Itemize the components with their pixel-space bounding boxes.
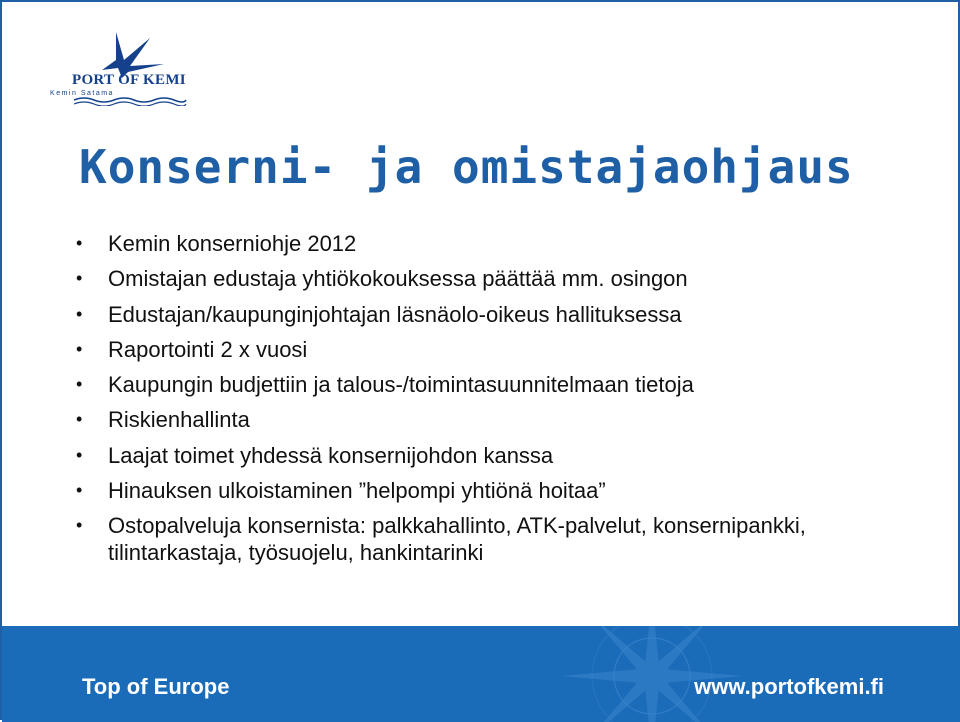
bullet-text: Raportointi 2 x vuosi <box>108 336 308 362</box>
bullet-item <box>76 473 916 508</box>
bullet-item <box>76 367 916 402</box>
bullet-text: Edustajan/kaupunginjohtajan läsnäolo-oikeus hallituksessa <box>108 301 682 327</box>
bullet-item <box>76 261 916 296</box>
logo-name: PORT OF KEMI <box>72 72 186 88</box>
bullet-icon: • <box>76 444 83 465</box>
bullet-icon: • <box>76 515 83 536</box>
footer-bar <box>2 626 960 722</box>
bullet-icon: • <box>76 374 83 395</box>
bullet-item <box>76 297 916 332</box>
bullet-icon: • <box>76 233 83 253</box>
bullet-text: Kemin konserniohje 2012 <box>108 231 357 256</box>
footer-tagline: Top of Europe <box>82 674 230 699</box>
bullet-icon: • <box>76 409 83 430</box>
bullet-list <box>76 226 916 566</box>
bullet-text: Hinauksen ulkoistaminen ”helpompi yhtiönä hoitaa” <box>108 478 606 504</box>
bullet-icon: • <box>76 480 83 501</box>
bullet-text: Riskienhallinta <box>108 407 250 433</box>
footer-website-link[interactable]: www.portofkemi.fi <box>694 674 884 699</box>
bullet-text: Ostopalveluja konsernista: palkkahallinto, ATK-palvelut, konsernipankki, tilintarkastaja, työsuojelu, hankintarinki <box>108 513 806 566</box>
bullet-text: Kaupungin budjettiin ja talous-/toimintasuunnitelmaan tietoja <box>108 372 694 398</box>
bullet-icon: • <box>76 338 83 359</box>
bullet-item <box>76 226 916 261</box>
bullet-item <box>76 332 916 367</box>
bullet-icon: • <box>76 268 83 289</box>
bullet-item <box>76 438 916 473</box>
logo-subtitle: Kemin Satama <box>50 90 114 97</box>
bullet-item <box>76 402 916 437</box>
slide-title: Konserni- ja omistajaohjaus <box>79 140 854 194</box>
bullet-item <box>76 508 916 566</box>
bullet-icon: • <box>76 303 83 324</box>
bullet-text: Laajat toimet yhdessä konsernijohdon kanssa <box>108 442 554 468</box>
bullet-text: Omistajan edustaja yhtiökokouksessa päättää mm. osingon <box>108 266 688 292</box>
